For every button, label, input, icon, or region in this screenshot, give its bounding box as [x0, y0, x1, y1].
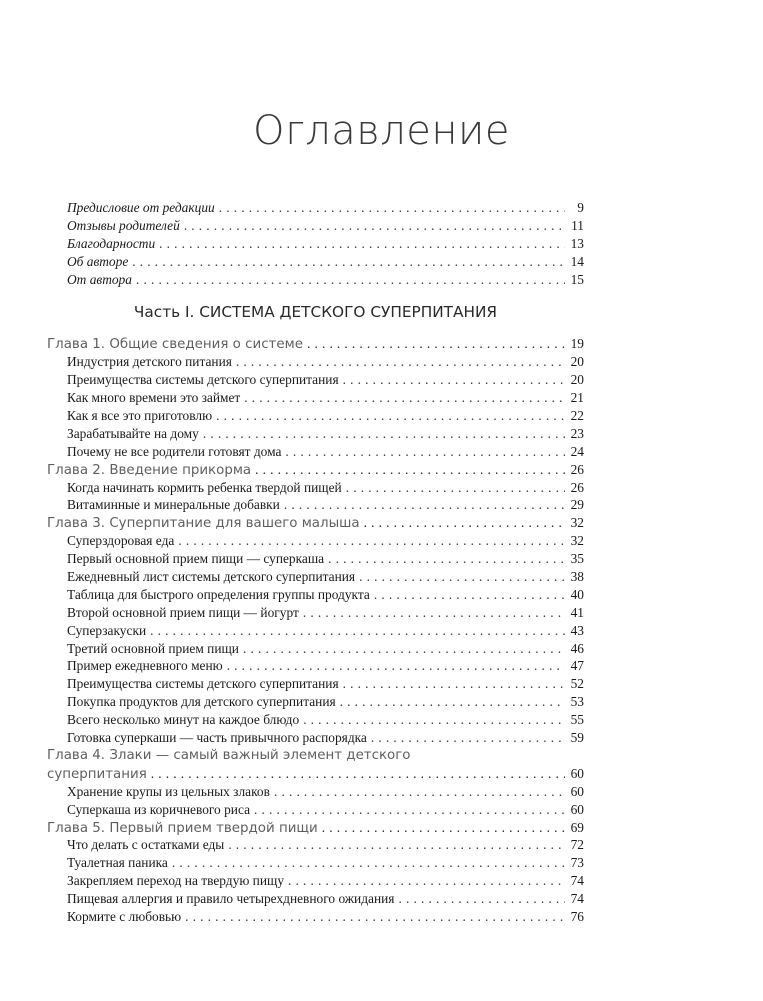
toc-entry-label: Предисловие от редакции — [67, 200, 215, 215]
page-title: Оглавление — [253, 108, 510, 154]
toc-chapter-4[interactable] — [47, 747, 584, 783]
toc-section[interactable] — [47, 532, 584, 550]
toc-section[interactable] — [47, 496, 584, 514]
page-number: 69 — [570, 819, 584, 835]
leader-dots — [328, 550, 565, 568]
page-number: 19 — [570, 336, 584, 352]
toc-entry-label: Суперкаша из коричневого риса — [67, 801, 251, 817]
toc-entry-label: Туалетная паника — [67, 855, 168, 871]
toc-section[interactable] — [47, 586, 584, 604]
toc-section[interactable] — [47, 890, 584, 908]
leader-dots — [243, 640, 565, 658]
toc-section[interactable] — [47, 640, 584, 658]
page-number: 46 — [570, 640, 584, 656]
leader-dots — [303, 604, 565, 622]
leader-dots — [178, 532, 565, 550]
page-number: 60 — [570, 801, 584, 817]
toc-entry-label: Суперзакуски — [67, 622, 147, 638]
toc-entry-label: Как я все это приготовлю — [67, 408, 213, 424]
toc-entry-label: Пример ежедневного меню — [67, 658, 223, 674]
leader-dots — [236, 353, 565, 371]
page-number: 13 — [570, 235, 584, 251]
page-number: 43 — [570, 622, 584, 638]
toc-section[interactable] — [47, 908, 584, 926]
toc-section[interactable] — [47, 568, 584, 586]
page-number: 29 — [570, 497, 584, 513]
page-number: 41 — [570, 604, 584, 620]
leader-dots — [322, 819, 565, 837]
toc-entry-label: Преимущества системы детского суперпитания — [67, 676, 339, 692]
page-number: 15 — [570, 271, 584, 287]
page-number: 22 — [570, 408, 584, 424]
leader-dots — [184, 217, 565, 235]
toc-entry-label: Покупка продуктов для детского суперпитания — [67, 694, 336, 710]
leader-dots — [343, 371, 565, 389]
toc-section[interactable] — [47, 389, 584, 407]
chapter-title: Глава 2. Введение прикорма — [47, 462, 252, 478]
leader-dots — [285, 443, 565, 461]
toc-section[interactable] — [47, 801, 584, 819]
leader-dots — [203, 425, 565, 443]
leader-dots — [284, 496, 565, 514]
leader-dots — [374, 586, 565, 604]
page-number: 26 — [570, 461, 584, 477]
part-heading: Часть I. СИСТЕМА ДЕТСКОГО СУПЕРПИТАНИЯ — [133, 303, 498, 322]
toc-section[interactable] — [47, 443, 584, 461]
toc-section[interactable] — [47, 604, 584, 622]
leader-dots — [303, 711, 565, 729]
toc-section[interactable] — [47, 729, 584, 747]
toc-section[interactable] — [47, 622, 584, 640]
toc-entry-label: Зарабатывайте на дому — [67, 425, 199, 441]
toc-entry-label: Благодарности — [67, 235, 156, 251]
toc-section[interactable] — [47, 353, 584, 371]
chapter-title-continued: суперпитания — [47, 766, 147, 782]
page-number: 60 — [570, 783, 584, 799]
leader-dots — [150, 622, 565, 640]
toc-chapter-1[interactable] — [47, 335, 584, 353]
leader-dots — [219, 199, 565, 217]
page-number: 24 — [570, 443, 584, 459]
page-number: 23 — [570, 425, 584, 441]
page-number: 40 — [570, 586, 584, 602]
page-number: 76 — [570, 908, 584, 924]
toc-section[interactable] — [47, 872, 584, 890]
toc-entry-label: Пищевая аллергия и правило четырехдневного ожидания — [67, 891, 395, 907]
toc-entry-label: Закрепляем переход на твердую пищу — [67, 873, 285, 889]
page-number: 20 — [570, 372, 584, 388]
page-number: 14 — [570, 253, 584, 269]
toc-chapter-2[interactable] — [47, 461, 584, 479]
toc-section[interactable] — [47, 693, 584, 711]
leader-dots — [185, 908, 565, 926]
toc-entry-preface[interactable] — [47, 199, 584, 217]
toc-entry-label: Первый основной прием пищи — суперкаша — [67, 551, 325, 567]
page-number: 74 — [570, 873, 584, 889]
page-number: 73 — [570, 855, 584, 871]
toc-section[interactable] — [47, 425, 584, 443]
page-number: 72 — [570, 837, 584, 853]
toc-entry-label: Что делать с остатками еды — [67, 837, 225, 853]
leader-dots — [343, 675, 565, 693]
toc-entry-label: Третий основной прием пищи — [67, 640, 239, 656]
toc-chapter-3[interactable] — [47, 514, 584, 532]
table-of-contents — [47, 199, 584, 926]
toc-section[interactable] — [47, 854, 584, 872]
leader-dots — [371, 729, 565, 747]
toc-entry-label: Преимущества системы детского суперпитания — [67, 372, 339, 388]
toc-section[interactable] — [47, 407, 584, 425]
toc-entry-label: Почему не все родители готовят дома — [67, 443, 282, 459]
chapter-title: Глава 4. Злаки — самый важный элемент детского — [47, 747, 411, 763]
toc-entry-label: Таблица для быстрого определения группы продукта — [67, 586, 370, 602]
toc-entry-label: Всего несколько минут на каждое блюдо — [67, 712, 300, 728]
leader-dots — [340, 693, 565, 711]
page-number: 59 — [570, 730, 584, 746]
leader-dots — [254, 801, 565, 819]
leader-dots — [244, 389, 565, 407]
page-number: 20 — [570, 354, 584, 370]
page-number: 26 — [570, 479, 584, 495]
toc-chapter-5[interactable] — [47, 819, 584, 837]
toc-entry-label: Когда начинать кормить ребенка твердой пищей — [67, 479, 342, 495]
toc-entry-reviews[interactable] — [47, 217, 584, 235]
leader-dots — [255, 461, 565, 479]
toc-section[interactable] — [47, 711, 584, 729]
leader-dots — [364, 514, 565, 532]
leader-dots — [159, 235, 565, 253]
toc-entry-label: Как много времени это займет — [67, 390, 241, 406]
toc-section[interactable] — [47, 657, 584, 675]
toc-entry-from-author[interactable] — [47, 271, 584, 289]
page-number: 55 — [570, 712, 584, 728]
page-number: 53 — [570, 694, 584, 710]
leader-dots — [228, 836, 565, 854]
leader-dots — [359, 568, 565, 586]
leader-dots — [216, 407, 565, 425]
leader-dots — [151, 765, 565, 783]
page-number: 60 — [570, 765, 584, 781]
leader-dots — [274, 783, 565, 801]
page-number: 32 — [570, 515, 584, 531]
toc-entry-label: Отзывы родителей — [67, 217, 180, 233]
toc-section[interactable] — [47, 675, 584, 693]
toc-section[interactable] — [47, 550, 584, 568]
leader-dots — [136, 271, 565, 289]
leader-dots — [172, 854, 565, 872]
toc-entry-label: Суперздоровая еда — [67, 533, 175, 549]
page-number: 9 — [577, 200, 584, 215]
leader-dots — [227, 657, 565, 675]
toc-entry-label: Второй основной прием пищи — йогурт — [67, 604, 299, 620]
leader-dots — [398, 890, 565, 908]
toc-entry-label: От автора — [67, 271, 132, 287]
chapter-title: Глава 5. Первый прием твердой пищи — [47, 820, 318, 836]
toc-entry-about-author[interactable] — [47, 253, 584, 271]
toc-entry-label: Готовка суперкаши — часть привычного распорядка — [67, 730, 367, 746]
page-number: 35 — [570, 551, 584, 567]
page-number: 32 — [570, 533, 584, 549]
page-number: 21 — [570, 390, 584, 406]
chapter-title: Глава 3. Суперпитание для вашего малыша — [47, 516, 360, 532]
page-number: 74 — [570, 891, 584, 907]
toc-entry-label: Ежедневный лист системы детского суперпитания — [67, 569, 356, 585]
leader-dots — [288, 872, 565, 890]
leader-dots — [307, 335, 565, 353]
page-number: 52 — [570, 676, 584, 692]
leader-dots — [346, 479, 565, 497]
page-number: 38 — [570, 569, 584, 585]
toc-section[interactable] — [47, 783, 584, 801]
toc-entry-label: Об авторе — [67, 253, 129, 269]
leader-dots — [132, 253, 565, 271]
toc-entry-label: Хранение крупы из цельных злаков — [67, 783, 270, 799]
toc-section[interactable] — [47, 836, 584, 854]
page-number: 11 — [571, 217, 584, 233]
toc-section[interactable] — [47, 479, 584, 497]
toc-section[interactable] — [47, 371, 584, 389]
chapter-title: Глава 1. Общие сведения о системе — [47, 337, 303, 353]
toc-entry-label: Витаминные и минеральные добавки — [67, 497, 280, 513]
toc-entry-acknowledgements[interactable] — [47, 235, 584, 253]
toc-entry-label: Кормите с любовью — [67, 908, 182, 924]
page-number: 47 — [570, 658, 584, 674]
toc-entry-label: Индустрия детского питания — [67, 354, 232, 370]
